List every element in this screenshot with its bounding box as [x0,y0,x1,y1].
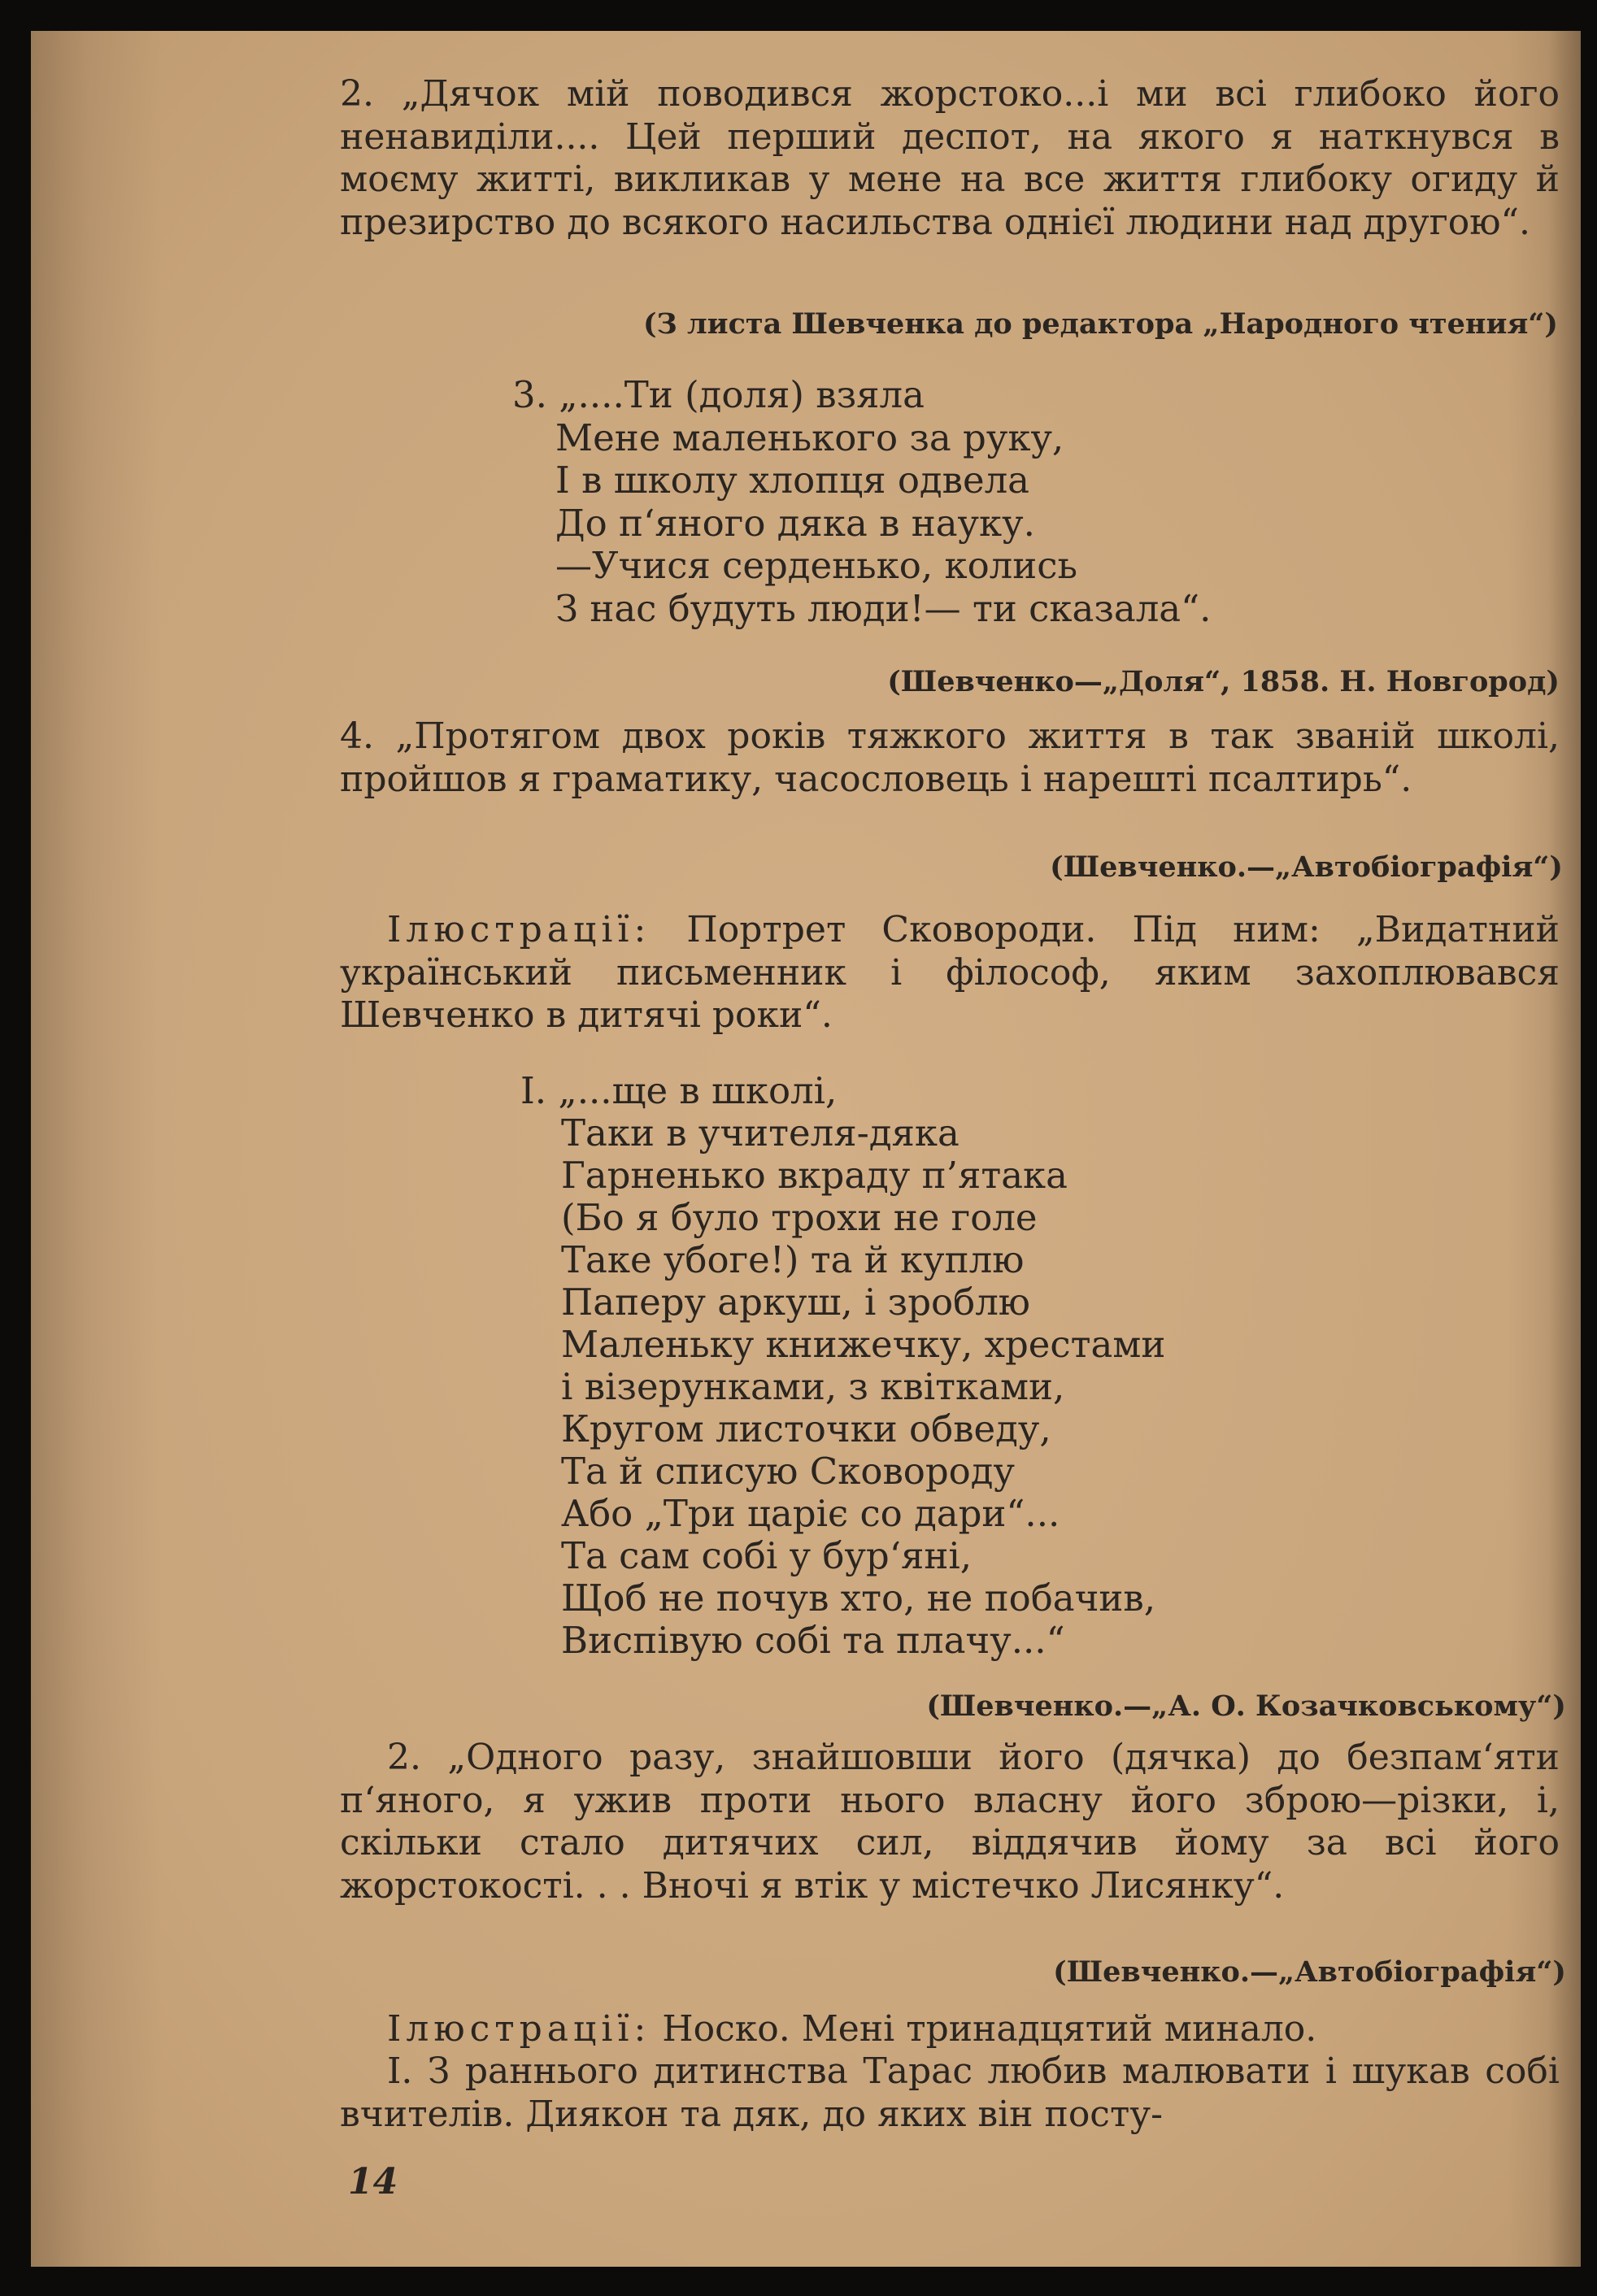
illustration-nosko-paragraph [340,2008,1560,2051]
poem-school-line: Гарненько вкраду п’ятака [561,1154,1068,1197]
poem-school-line: Паперу аркуш, і зроблю [561,1281,1030,1324]
poem-school-source: (Шевченко.—„А. О. Козачковському“) [926,1689,1566,1723]
book-page [31,31,1581,2267]
illustration-label: Ілюстрації: [387,2008,651,2050]
page-number: 14 [348,2161,398,2203]
poem-school-line: Маленьку книжечку, хрестами [561,1323,1166,1366]
poem-dolya-line: З нас будуть люди!— ти сказала“. [555,587,1212,630]
poem-school-line: (Бо я було трохи не голе [561,1196,1038,1239]
poem-dolya-line: Мене маленького за руку, [555,416,1064,459]
poem-dolya-line: 3. „....Ти (доля) взяла [512,373,925,416]
poem-school-line: і візерунками, з квітками, [561,1365,1065,1408]
poem-dolya-source: (Шевченко—„Доля“, 1858. Н. Новгород) [887,665,1560,698]
quote-dyachok-paragraph: 2. „Дячок мій поводився жорстоко...і ми всі глибоко його ненавиділи.... Цей перший деспот, на якого я наткнувся в моєму житті, викликав у мене на все життя глибоку огиду й презирство до всякого насильства однієї людини над другою“. [340,73,1560,243]
poem-dolya-line: І в школу хлопця одвела [555,459,1030,502]
quote-once-text: 2. „Одного разу, знайшовши його (дячка) до безпам‘яти п‘яного, я ужив проти нього власну його зброю—різки, і, скільки стало дитячих сил, віддячив йому за всі його жорстокості. . . Вночі я втік у містечко Лисянку“. [340,1737,1560,1907]
poem-school-line: Таки в учителя-дяка [561,1111,960,1155]
poem-school-line: Або „Три царіє со дари“... [561,1492,1060,1535]
quote-dyachok-source: (З листа Шевченка до редактора „Народного чтения“) [642,307,1558,341]
poem-dolya-line: —Учися серденько, колись [555,544,1077,587]
paragraph-drawing [340,2050,1560,2136]
illustration-label: Ілюстрації: [387,909,651,950]
quote-two-years-paragraph: 4. „Протягом двох років тяжкого життя в так званій школі, пройшов я граматику, часословець і нарешті псалтирь“. [340,715,1560,800]
quote-two-years-source: (Шевченко.—„Автобіографія“) [1050,850,1563,884]
illustration-sovoroda-paragraph [340,909,1560,1037]
quote-once-paragraph [340,1737,1560,1907]
poem-school-line: Виспівую собі та плачу...“ [561,1619,1065,1662]
poem-school-line: Таке убоге!) та й куплю [561,1238,1025,1281]
poem-school-line: Та сам собі у бур‘яні, [561,1534,973,1577]
illustration-text: Носко. Мені тринадцятий минало. [651,2008,1317,2050]
paragraph-drawing-text: І. З раннього дитинства Тарас любив малювати і шукав собі вчителів. Диякон та дяк, до яких він посту- [340,2050,1560,2135]
quote-once-source: (Шевченко.—„Автобіографія“) [1053,1955,1566,1989]
poem-school-line: Щоб не почув хто, не побачив, [561,1576,1156,1620]
poem-school-line: Кругом листочки обведу, [561,1407,1051,1450]
poem-dolya-line: До п‘яного дяка в науку. [555,502,1035,545]
poem-school-line: І. „...ще в школі, [520,1069,838,1112]
poem-school-line: Та й списую Сковороду [561,1450,1015,1493]
illustration-text: Портрет Сковороди. Під ним: „Видатний український письменник і філософ, яким захоплювався Шевченко в дитячі роки“. [340,909,1560,1036]
